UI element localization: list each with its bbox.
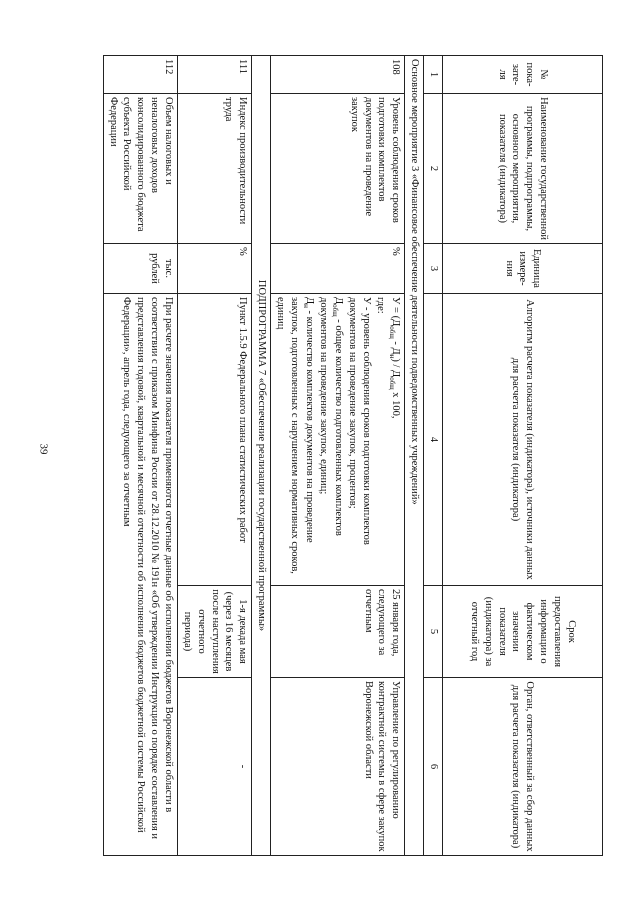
column-number: 6 — [424, 678, 443, 856]
indicator-deadline: 25 января года, следующего за отчетным — [271, 586, 405, 678]
table-header-row — [443, 56, 603, 856]
formula-var-dn: $Д_н$ - количество комплектов документов на проведение закупок, подготовленных с нарушением нормативных сроков, единиц — [275, 297, 316, 574]
table-row — [271, 56, 405, 856]
page-number: 39 — [37, 443, 50, 455]
header-indicator-number: № пока-зате-ля — [443, 56, 603, 94]
section-row — [405, 56, 424, 856]
indicator-responsible: Управление по регулированию контрактной системы в сфере закупок Воронежской области — [271, 678, 405, 856]
rotated-page-content — [33, 55, 603, 855]
indicator-unit: % — [177, 244, 251, 294]
column-number: 5 — [424, 586, 443, 678]
column-number: 1 — [424, 56, 443, 94]
header-deadline: Срок предоставления информации о фактическом значении показателя (индикатора) за отчетный год — [443, 586, 603, 678]
column-number: 4 — [424, 294, 443, 586]
formula-var-dobsh: $Д_{общ}$ - общее количество подготовленных комплектов документов на проведение закупок, единиц; — [318, 297, 345, 536]
indicator-unit: % — [271, 244, 405, 294]
indicators-table — [103, 55, 603, 856]
indicator-name: Индекс производительности труда — [177, 94, 251, 244]
subprogram-title: ПОДПРОГРАММА 7 «Обеспечение реализации государственной программы» — [252, 56, 271, 856]
section-title: Основное мероприятие 3 «Финансовое обеспечение деятельности подведомственных учреждений» — [405, 56, 424, 856]
indicator-responsible: - — [177, 678, 251, 856]
column-number: 3 — [424, 244, 443, 294]
formula-var-u: У - уровень соблюдения сроков подготовки комплектов документов на проведение закупок, процентов; — [347, 297, 373, 545]
indicator-deadline: 1-я декада мая (через 16 месяцев после наступления отчетного периода) — [177, 586, 251, 678]
header-unit: Единица измере-ния — [443, 244, 603, 294]
table-row — [177, 56, 251, 856]
indicator-unit: тыс. рублей — [103, 244, 177, 294]
formula-where: где: — [374, 297, 386, 314]
indicator-number: 108 — [271, 56, 405, 94]
subprogram-row — [252, 56, 271, 856]
indicator-number: 112 — [103, 56, 177, 94]
formula-line: $У = (Д_{общ} - Д_н) / Д_{общ}$ х 100, — [388, 297, 402, 419]
indicator-algorithm: Пункт 1.5.9 Федерального плана статистических работ — [177, 294, 251, 586]
indicator-algorithm: При расчете значения показателя применяются отчетные данные об исполнении бюджетов Воронежской области в соответствии с приказом Минфина России от 28.12.2010 № 191н «Об утверждении Инструкции о порядке составления и представления годовой, квартальной и месячной отчетности об исполнении бюджетов бюджетной системы Российской Федерации», апрель года, следующего за отчетным — [103, 294, 177, 856]
indicator-algorithm — [271, 294, 405, 586]
header-algorithm: Алгоритм расчета показателя (индикатора), источники данных для расчета показателя (индикатора) — [443, 294, 603, 586]
header-name: Наименование государственной программы, подпрограммы, основного мероприятия, показателя (индикатора) — [443, 94, 603, 244]
indicator-name: Уровень соблюдения сроков подготовки комплектов документов на проведение закупок — [271, 94, 405, 244]
indicator-name: Объем налоговых и неналоговых доходов консолидированного бюджета субъекта Российской Федерации — [103, 94, 177, 244]
header-responsible: Орган, ответственный за сбор данных для расчета показателя (индикатора) — [443, 678, 603, 856]
table-row — [103, 56, 177, 856]
column-numbers-row — [424, 56, 443, 856]
indicator-number: 111 — [177, 56, 251, 94]
column-number: 2 — [424, 94, 443, 244]
